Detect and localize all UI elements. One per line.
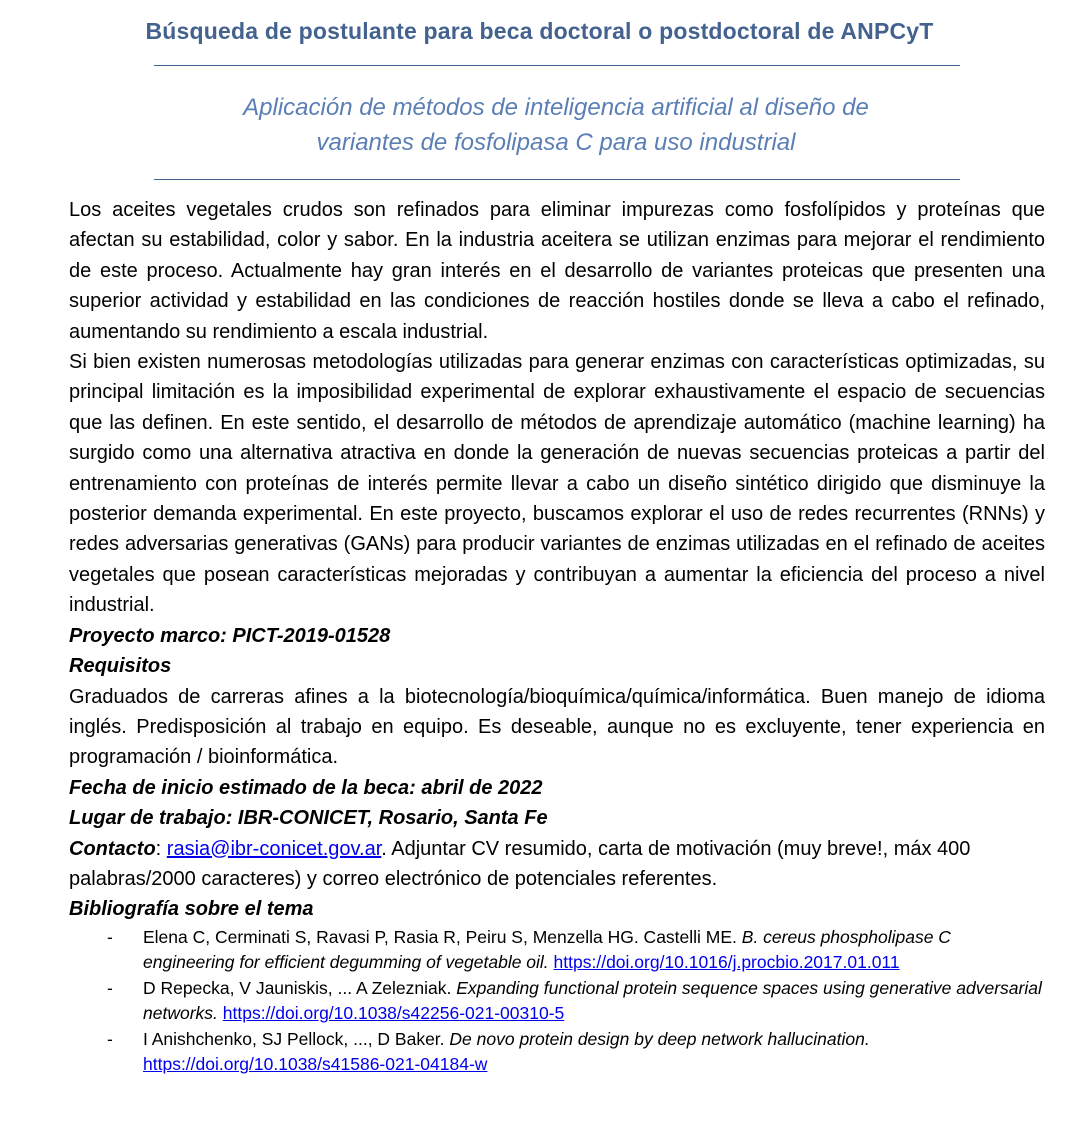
start-date: Fecha de inicio estimado de la beca: abril de 2022 xyxy=(69,776,543,799)
reference-title: De novo protein design by deep network hallucination. xyxy=(449,1028,870,1049)
reference-title: B. cereus phospholipase C engineering for efficient degumming of vegetable oil. xyxy=(143,926,951,973)
reference-title: Expanding functional protein sequence spaces using generative adversarial networks. xyxy=(143,977,1042,1024)
intro-paragraph: Los aceites vegetales crudos son refinados para eliminar impurezas como fosfolípidos y proteínas que afectan su estabilidad, color y sabor. En la industria aceitera se utilizan enzimas para mejorar el rendimiento de este proceso. Actualmente hay gran interés en el desarrollo de variantes proteicas que presenten una superior actividad y estabilidad en las condiciones de reacción hostiles donde se lleva a cabo el refinado, aumentando su rendimiento a escala industrial. xyxy=(69,199,1045,343)
page-title: Búsqueda de postulante para beca doctoral o postdoctoral de ANPCyT xyxy=(145,18,934,44)
methods-paragraph: Si bien existen numerosas metodologías utilizadas para generar enzimas con características optimizadas, su principal limitación es la imposibilidad experimental de explorar exhaustivamente el espacio de secuencias que las definen. En este sentido, el desarrollo de métodos de aprendizaje automático (machine learning) ha surgido como una alternativa atractiva en donde la generación de nuevas secuencias proteicas a partir del entrenamiento con proteínas de interés permite llevar a cabo un diseño sintético dirigido que disminuye la posterior demanda experimental. En este proyecto, buscamos explorar el uso de redes recurrentes (RNNs) y redes adversarias generativas (GANs) para producir variantes de enzimas utilizadas en el refinado de aceites vegetales que posean características mejoradas y contribuyan a aumentar la eficiencia del proceso a nivel industrial. xyxy=(69,351,1045,617)
requirements-heading: Requisitos xyxy=(69,655,172,678)
bibliography-list xyxy=(69,925,1045,1078)
list-bullet: - xyxy=(107,1028,113,1049)
project-label: Proyecto marco: PICT-2019-01528 xyxy=(69,624,391,647)
bibliography-item xyxy=(69,925,1045,976)
contact-colon: : xyxy=(155,837,167,860)
reference-doi-link[interactable]: https://doi.org/10.1016/j.procbio.2017.01.011 xyxy=(553,952,900,973)
subtitle-divider xyxy=(154,179,960,180)
reference-authors: D Repecka, V Jauniskis, ... A Zelezniak. xyxy=(143,977,457,998)
requirements-text: Graduados de carreras afines a la biotecnología/bioquímica/química/informática. Buen manejo de idioma inglés. Predisposición al trabajo en equipo. Es deseable, aunque no es excluyente, tener experiencia en programación / bioinformática. xyxy=(69,685,1045,769)
contact-line xyxy=(69,834,1045,895)
bibliography-item xyxy=(69,976,1045,1027)
project-subtitle-line2: variantes de fosfolipasa C para uso industrial xyxy=(316,129,796,156)
contact-details: . Adjuntar CV resumido, carta de motivación (muy breve!, máx 400 palabras/2000 caracteres) y correo electrónico de potenciales referentes. xyxy=(69,837,971,890)
workplace: Lugar de trabajo: IBR-CONICET, Rosario, Santa Fe xyxy=(69,807,548,830)
contact-email-link[interactable]: rasia@ibr-conicet.gov.ar xyxy=(166,837,382,860)
reference-doi-link[interactable]: https://doi.org/10.1038/s42256-021-00310-5 xyxy=(222,1003,565,1024)
list-bullet: - xyxy=(107,926,113,947)
bibliography-item xyxy=(69,1027,1045,1078)
list-bullet: - xyxy=(107,977,113,998)
title-divider xyxy=(154,65,960,66)
bibliography-heading: Bibliografía sobre el tema xyxy=(69,898,314,921)
contact-label: Contacto xyxy=(69,837,156,860)
reference-authors: I Anishchenko, SJ Pellock, ..., D Baker. xyxy=(143,1028,450,1049)
announcement-body xyxy=(69,195,1045,1078)
reference-authors: Elena C, Cerminati S, Ravasi P, Rasia R, Peiru S, Menzella HG. Castelli ME. xyxy=(143,926,742,947)
project-subtitle-line1: Aplicación de métodos de inteligencia artificial al diseño de xyxy=(243,94,869,121)
reference-doi-link[interactable]: https://doi.org/10.1038/s41586-021-04184-w xyxy=(143,1054,488,1075)
